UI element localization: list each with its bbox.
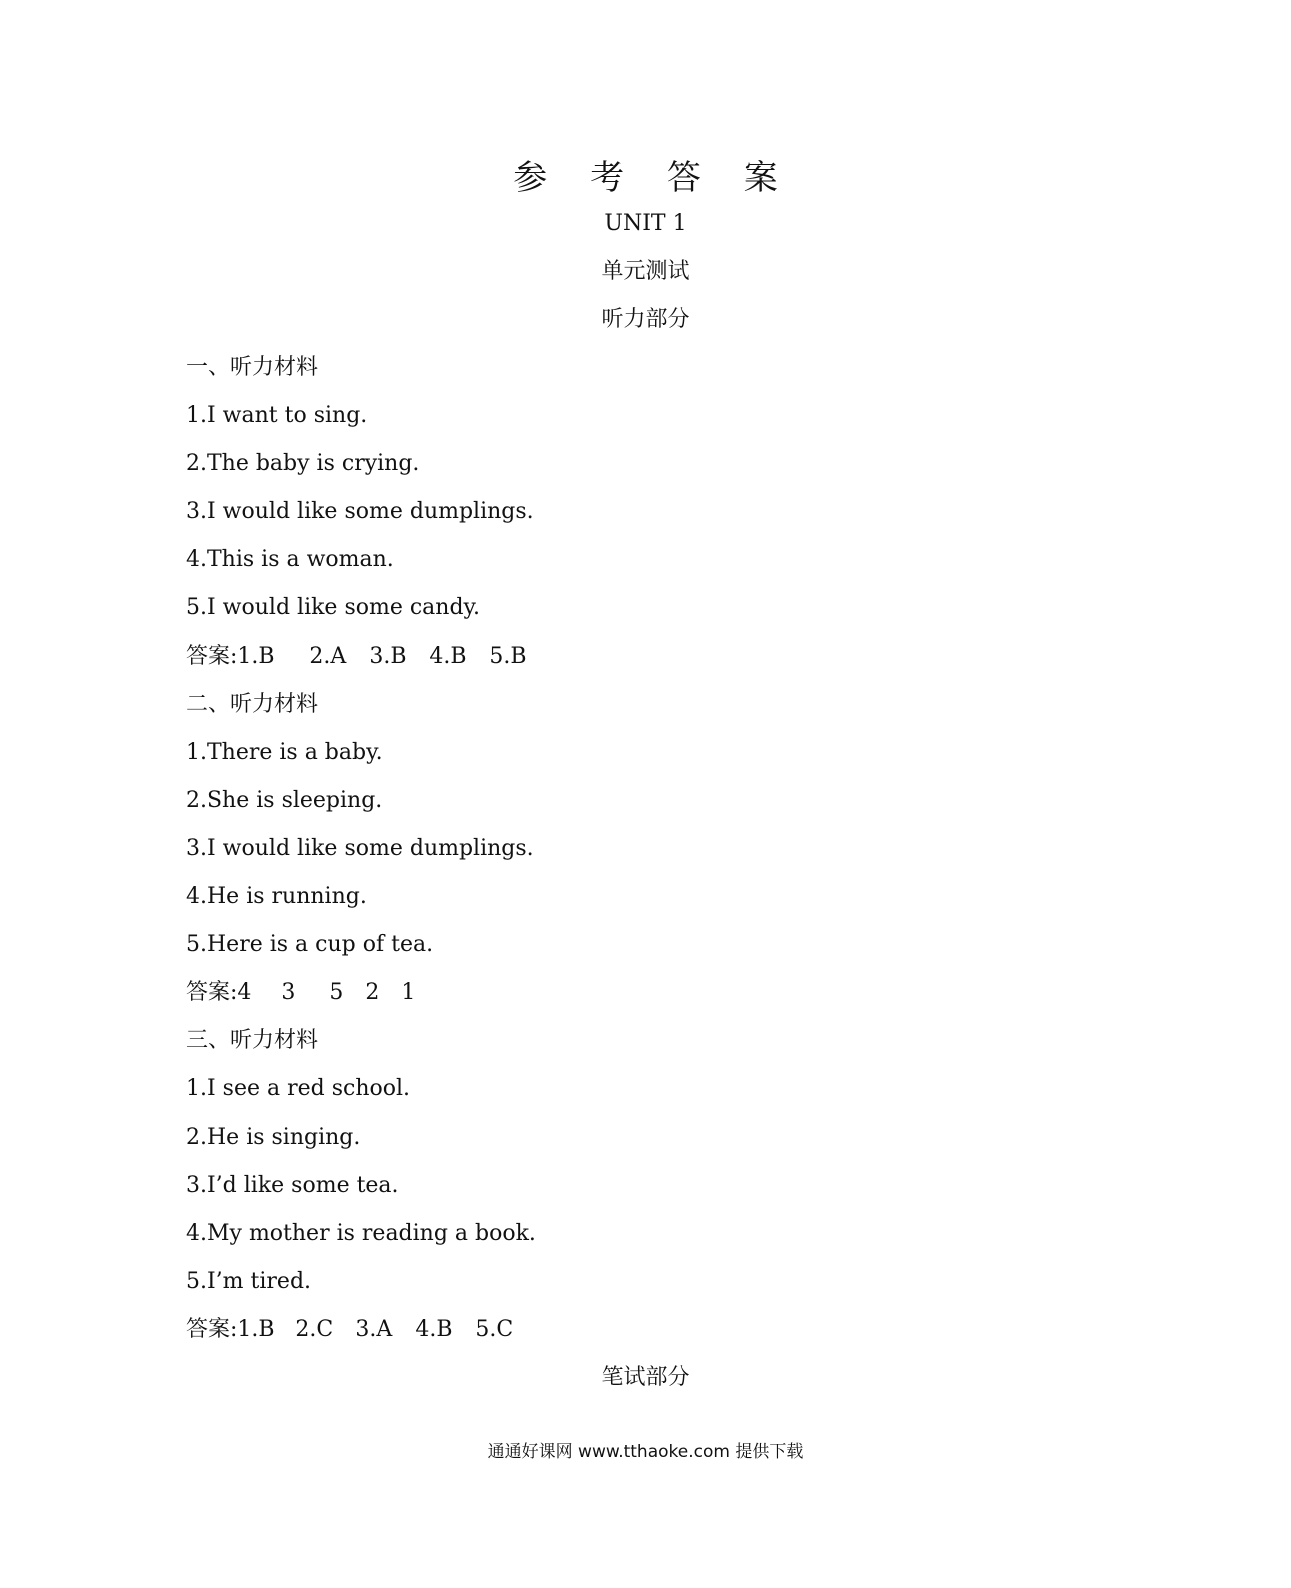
section3-item: 2.He is singing.	[186, 1125, 361, 1150]
section3-item: 3.I’d like some tea.	[186, 1173, 399, 1198]
answer: 3.B	[369, 644, 407, 669]
listening-part-heading: 听力部分	[601, 307, 690, 332]
answer: 2.C	[295, 1317, 334, 1342]
page-title: 参 考 答 案	[513, 158, 794, 198]
section3-item: 5.I’m tired.	[186, 1269, 312, 1294]
answer: 3.A	[355, 1317, 393, 1342]
section3-answers	[186, 1316, 513, 1344]
section2-heading: 二、听力材料	[186, 692, 319, 717]
section1-answers	[186, 643, 527, 671]
section1-item: 2.The baby is crying.	[186, 451, 420, 476]
section2-answers	[186, 979, 415, 1007]
section1-item: 1.I want to sing.	[186, 403, 368, 428]
unit-heading: UNIT 1	[604, 211, 687, 236]
section1-item: 5.I would like some candy.	[186, 595, 481, 620]
section1-item: 3.I would like some dumplings.	[186, 499, 534, 524]
answer: 4.B	[429, 644, 467, 669]
section2-item: 1.There is a baby.	[186, 740, 383, 765]
answer: 5.C	[475, 1317, 514, 1342]
written-part-heading: 笔试部分	[601, 1365, 690, 1390]
section2-item: 4.He is running.	[186, 884, 367, 909]
answer: 4	[237, 980, 252, 1005]
answer-label: 答案:	[186, 980, 238, 1005]
section3-heading: 三、听力材料	[186, 1028, 319, 1053]
footer-credit: 通通好课网 www.tthaoke.com 提供下载	[487, 1442, 804, 1462]
answer: 2.A	[309, 644, 347, 669]
answer: 3	[281, 980, 296, 1005]
answer: 1.B	[237, 644, 275, 669]
answer: 4.B	[415, 1317, 453, 1342]
answer: 2	[365, 980, 380, 1005]
section2-item: 2.She is sleeping.	[186, 788, 383, 813]
test-heading: 单元测试	[601, 259, 690, 284]
section1-item: 4.This is a woman.	[186, 547, 394, 572]
section1-heading: 一、听力材料	[186, 355, 319, 380]
answer: 1.B	[237, 1317, 275, 1342]
answer: 5	[329, 980, 344, 1005]
section3-item: 4.My mother is reading a book.	[186, 1221, 536, 1246]
answer: 1	[401, 980, 416, 1005]
section3-item: 1.I see a red school.	[186, 1076, 411, 1101]
answer-label: 答案:	[186, 1317, 238, 1342]
section2-item: 5.Here is a cup of tea.	[186, 932, 434, 957]
section2-item: 3.I would like some dumplings.	[186, 836, 534, 861]
answer: 5.B	[489, 644, 527, 669]
answer-label: 答案:	[186, 644, 238, 669]
